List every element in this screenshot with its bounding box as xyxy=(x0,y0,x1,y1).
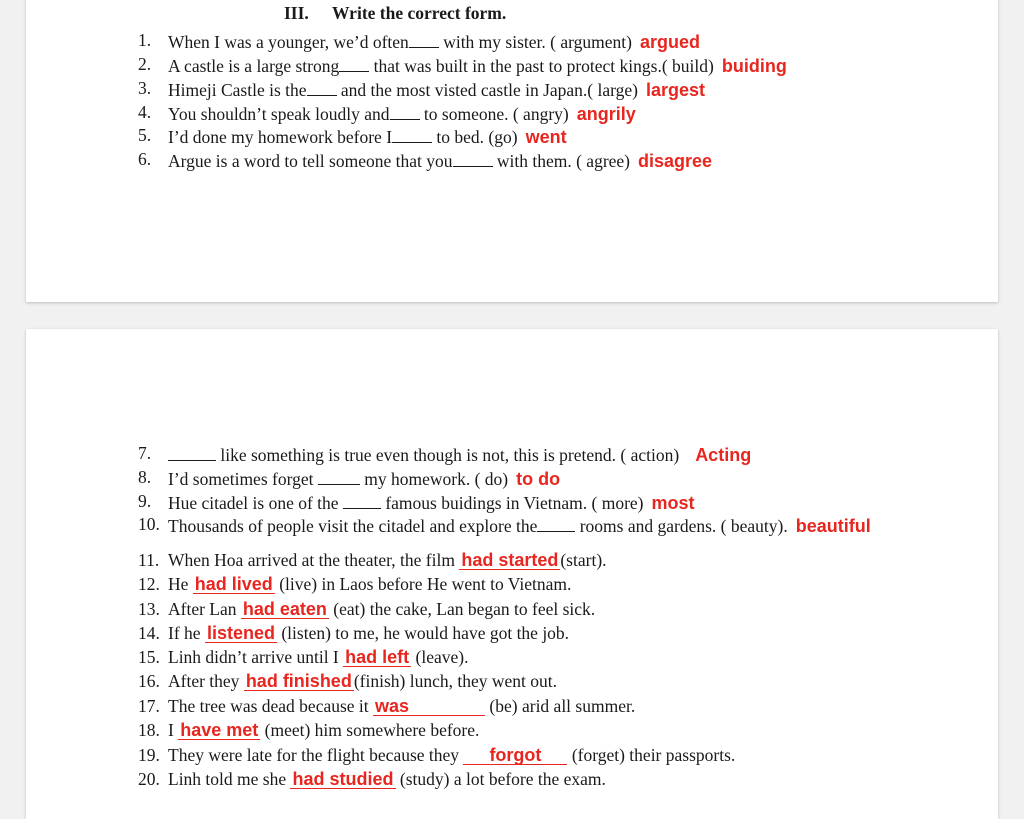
item-text-after: my homework. ( do) xyxy=(364,469,509,489)
item-number: 10. xyxy=(138,514,160,534)
item-text-after: (eat) the cake, Lan began to feel sick. xyxy=(333,599,596,619)
item-text-before: If he xyxy=(168,623,201,643)
written-answer: had left xyxy=(345,647,410,667)
answer-blank xyxy=(339,53,369,72)
item-number: 1. xyxy=(138,30,152,50)
item-text-before: I’d sometimes forget xyxy=(168,469,314,489)
written-answer: most xyxy=(651,493,695,513)
written-answer: went xyxy=(525,127,567,147)
item-number: 17. xyxy=(138,696,160,716)
item-number: 8. xyxy=(138,467,152,487)
item-text-after: with my sister. ( argument) xyxy=(443,32,632,52)
written-answer: argued xyxy=(639,32,700,52)
item-text-after: with them. ( agree) xyxy=(496,151,631,171)
section-title: Write the correct form. xyxy=(332,3,507,23)
item-text-after: (meet) him somewhere before. xyxy=(264,720,480,740)
item-number: 3. xyxy=(138,78,152,98)
item-text-after: to someone. ( angry) xyxy=(423,104,569,124)
document-page-2 xyxy=(26,329,998,819)
item-text-after: (listen) to me, he would have got the job. xyxy=(281,623,570,643)
item-text-after: (study) a lot before the exam. xyxy=(399,769,606,789)
item-text-before: You shouldn’t speak loudly and xyxy=(168,104,390,124)
answer-blank xyxy=(318,466,360,485)
item-text-before: When Hoa arrived at the theater, the film xyxy=(168,550,455,570)
written-answer: had studied xyxy=(292,769,394,789)
item-text-before: Hue citadel is one of the xyxy=(168,493,339,513)
section-numeral: III. xyxy=(284,3,309,23)
item-number: 11. xyxy=(138,550,160,570)
item-text-before: I xyxy=(168,720,174,740)
item-text-after: famous buidings in Vietnam. ( more) xyxy=(385,493,644,513)
item-text-after: (live) in Laos before He went to Vietnam. xyxy=(279,574,572,594)
answer-blank xyxy=(307,77,337,96)
answer-blank xyxy=(453,148,493,167)
item-number: 12. xyxy=(138,574,160,594)
document-page-1 xyxy=(26,0,998,302)
answer-blank xyxy=(409,29,439,48)
item-text-before: Linh told me she xyxy=(168,769,287,789)
item-text-after: like something is true even though is not, this is pretend. ( action) xyxy=(220,445,680,465)
answer-blank xyxy=(537,513,575,532)
written-answer: angrily xyxy=(576,104,636,124)
item-text-after: and the most visted castle in Japan.( large) xyxy=(340,80,638,100)
item-number: 2. xyxy=(138,54,152,74)
item-number: 13. xyxy=(138,599,160,619)
item-text-before: Argue is a word to tell someone that you xyxy=(168,151,453,171)
item-number: 16. xyxy=(138,671,160,691)
item-text-after: that was built in the past to protect kings.( build) xyxy=(373,56,714,76)
item-text-after: (be) arid all summer. xyxy=(489,696,636,716)
written-answer: had finished xyxy=(245,671,352,691)
item-text-before: After Lan xyxy=(168,599,237,619)
item-text-after: rooms and gardens. ( beauty). xyxy=(579,516,788,536)
item-text-after: (start). xyxy=(560,550,607,570)
written-answer: to do xyxy=(516,469,561,489)
item-number: 7. xyxy=(138,443,152,463)
item-text-before: A castle is a large strong xyxy=(168,56,340,76)
section-heading xyxy=(284,3,506,24)
written-answer: largest xyxy=(646,80,706,100)
item-text-after: (forget) their passports. xyxy=(571,745,736,765)
written-answer: disagree xyxy=(638,151,713,171)
answer-blank xyxy=(390,101,420,120)
item-number: 6. xyxy=(138,149,152,169)
written-answer: forgot xyxy=(463,746,567,765)
item-number: 14. xyxy=(138,623,160,643)
written-answer: had started xyxy=(461,550,559,570)
answer-blank xyxy=(392,124,432,143)
written-answer: buiding xyxy=(721,56,787,76)
item-text-before: He xyxy=(168,574,189,594)
answer-blank xyxy=(343,490,381,509)
item-number: 20. xyxy=(138,769,160,789)
written-answer: was xyxy=(373,697,485,716)
item-text-before: The tree was dead because it xyxy=(168,696,369,716)
written-answer: have met xyxy=(180,720,259,740)
item-text-before: Himeji Castle is the xyxy=(168,80,307,100)
item-text-before: When I was a younger, we’d often xyxy=(168,32,409,52)
written-answer: Acting xyxy=(695,445,752,465)
item-text-before: They were late for the flight because they xyxy=(168,745,460,765)
item-number: 4. xyxy=(138,102,152,122)
item-text-after: (leave). xyxy=(415,647,469,667)
written-answer: had lived xyxy=(194,574,273,594)
item-text-before: Thousands of people visit the citadel and explore the xyxy=(168,516,538,536)
item-text-before: I’d done my homework before I xyxy=(168,127,393,147)
item-number: 18. xyxy=(138,720,160,740)
written-answer: had eaten xyxy=(242,599,327,619)
item-text-before: Linh didn’t arrive until I xyxy=(168,647,339,667)
written-answer: listened xyxy=(206,623,275,643)
item-number: 15. xyxy=(138,647,160,667)
item-number: 19. xyxy=(138,745,160,765)
item-number: 9. xyxy=(138,491,152,511)
item-text-after: (finish) lunch, they went out. xyxy=(353,671,557,691)
item-text-after: to bed. (go) xyxy=(436,127,518,147)
written-answer: beautiful xyxy=(795,516,871,536)
answer-blank xyxy=(168,442,216,461)
item-text-before: After they xyxy=(168,671,240,691)
item-number: 5. xyxy=(138,125,152,145)
